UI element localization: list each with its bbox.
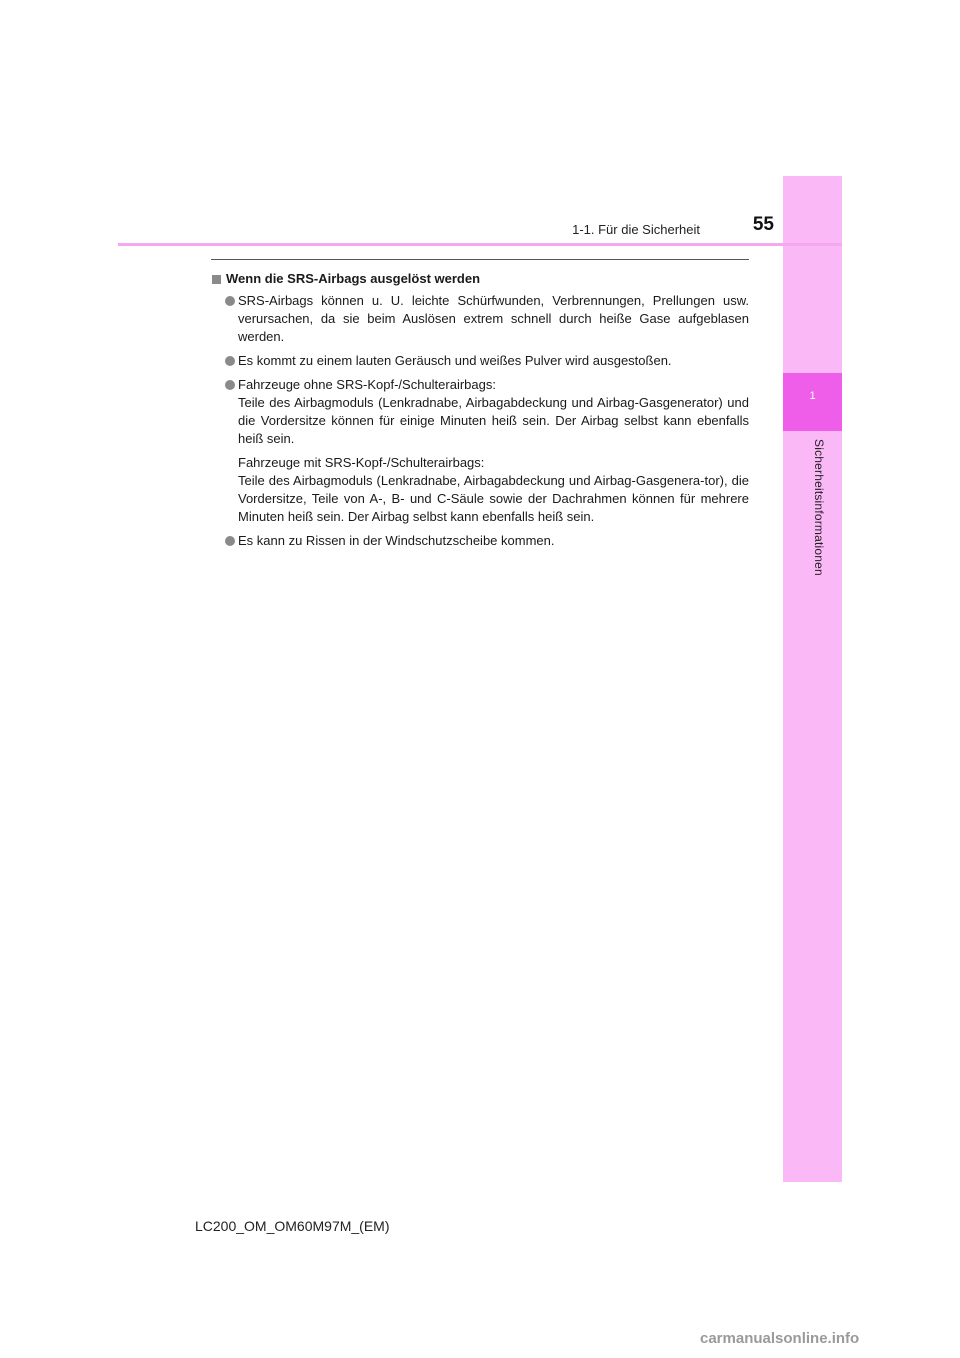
circle-bullet-icon	[225, 356, 235, 366]
chapter-side-strip	[783, 176, 842, 1182]
content-block	[211, 270, 749, 556]
circle-bullet-icon	[225, 296, 235, 306]
header-line	[118, 243, 842, 246]
section-heading	[211, 270, 749, 288]
list-item	[211, 376, 749, 526]
chapter-tab	[783, 373, 842, 431]
footer-code: LC200_OM_OM60M97M_(EM)	[195, 1218, 390, 1234]
list-item-paragraph: Fahrzeuge ohne SRS-Kopf-/Schulterairbags: Teile des Airbagmoduls (Lenkradnabe, Airbagabdeckung und Airbag-Gasgenerator) und die Vordersitze können für einige Minuten heiß sein. Der Airbag selbst kann ebenfalls heiß sein.	[238, 377, 749, 446]
list-item	[211, 352, 749, 370]
square-bullet-icon	[212, 275, 221, 284]
bullet-list	[211, 292, 749, 550]
list-item-paragraph: Fahrzeuge mit SRS-Kopf-/Schulterairbags: Teile des Airbagmoduls (Lenkradnabe, Airbagabdeckung und Airbag-Gasgenera-tor), die Vordersitze, Teile von A-, B- und C-Säule sowie der Dachrahmen können für mehrere Minuten heiß sein. Der Airbag selbst kann ebenfalls heiß sein.	[238, 455, 749, 524]
watermark: carmanualsonline.info	[700, 1330, 860, 1347]
section-heading-text: Wenn die SRS-Airbags ausgelöst werden	[226, 271, 481, 286]
page-number: 55	[752, 214, 774, 235]
section-rule	[211, 259, 749, 260]
circle-bullet-icon	[225, 380, 235, 390]
list-item-paragraph: SRS-Airbags können u. U. leichte Schürfwunden, Verbrennungen, Prellungen usw. verursachen, da sie beim Auslösen extrem schnell durch heiße Gase aufgeblasen werden.	[238, 293, 749, 344]
list-item	[211, 292, 749, 346]
list-item	[211, 532, 749, 550]
list-item-paragraph: Es kann zu Rissen in der Windschutzscheibe kommen.	[238, 533, 555, 548]
list-item-paragraph: Es kommt zu einem lauten Geräusch und weißes Pulver wird ausgestoßen.	[238, 353, 672, 368]
header-section-title: 1-1. Für die Sicherheit	[572, 222, 700, 237]
circle-bullet-icon	[225, 536, 235, 546]
chapter-label: Sicherheitsinformationen	[812, 439, 826, 576]
chapter-number: 1	[809, 390, 816, 402]
